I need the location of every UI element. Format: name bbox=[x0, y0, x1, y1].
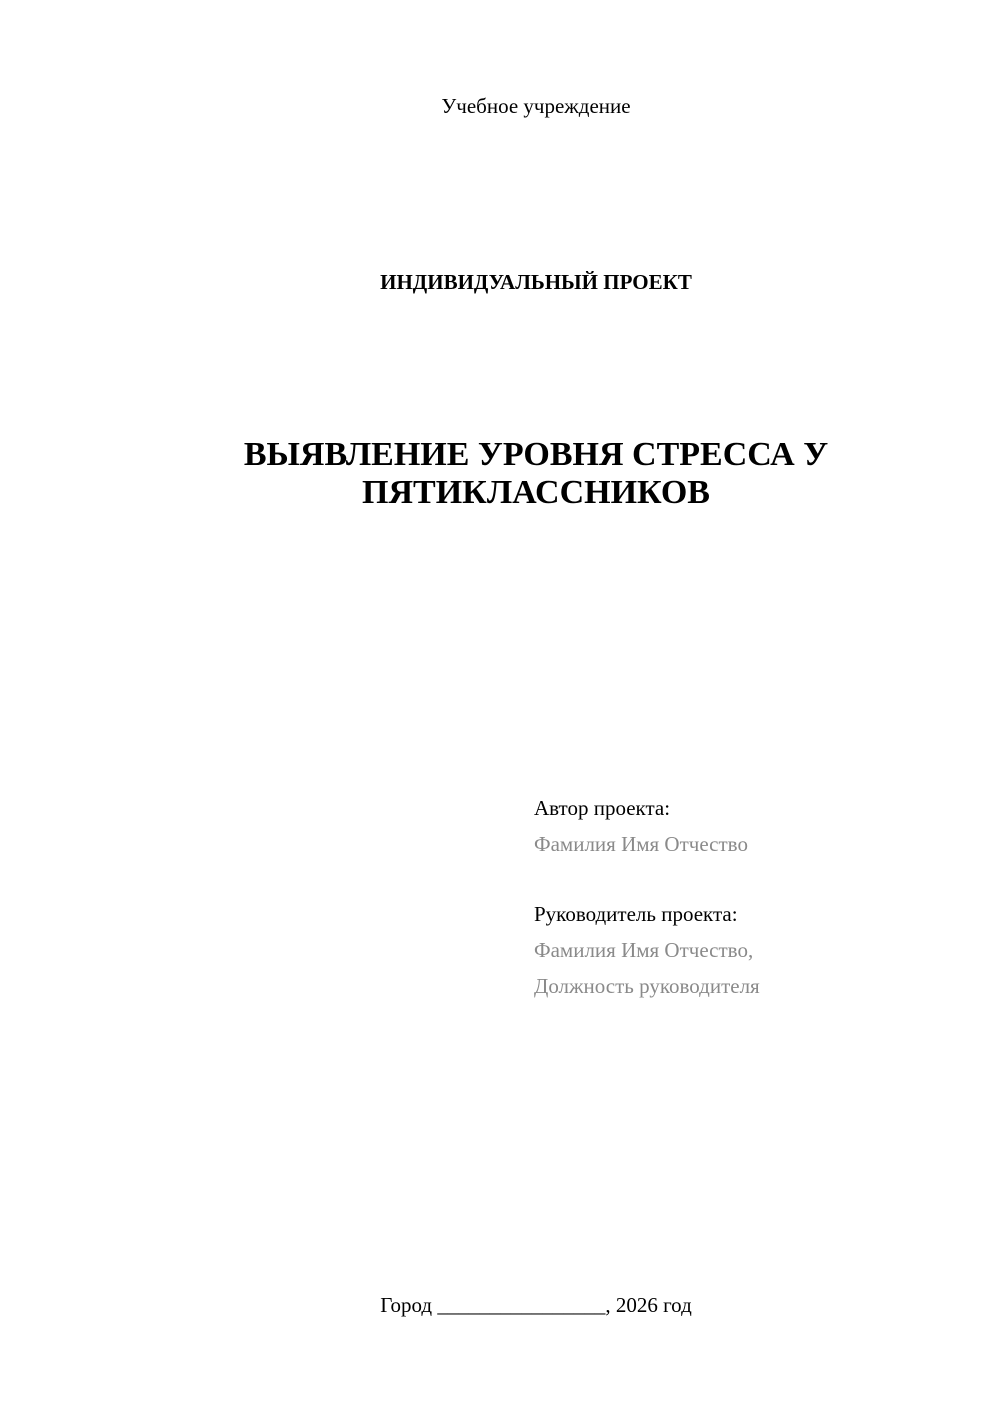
project-title bbox=[0, 436, 1000, 512]
year-text: , 2026 год bbox=[605, 1293, 692, 1317]
project-title-line-1: ВЫЯВЛЕНИЕ УРОВНЯ СТРЕССА У bbox=[243, 436, 829, 473]
project-title-line-2: ПЯТИКЛАССНИКОВ bbox=[362, 474, 710, 511]
city-label: Город bbox=[380, 1293, 433, 1317]
credits-spacer bbox=[534, 862, 954, 896]
author-name: Фамилия Имя Отчество bbox=[534, 832, 748, 856]
author-label: Автор проекта: bbox=[534, 796, 671, 820]
city-year-line bbox=[0, 1291, 1000, 1319]
supervisor-name: Фамилия Имя Отчество, bbox=[534, 938, 754, 962]
supervisor-label: Руководитель проекта: bbox=[534, 902, 738, 926]
institution-name: Учебное учреждение bbox=[441, 94, 631, 118]
project-type-heading: ИНДИВИДУАЛЬНЫЙ ПРОЕКТ bbox=[380, 270, 692, 294]
credits-block bbox=[534, 790, 954, 1004]
supervisor-position: Должность руководителя bbox=[534, 974, 760, 998]
city-blank: ________________ bbox=[437, 1293, 606, 1317]
